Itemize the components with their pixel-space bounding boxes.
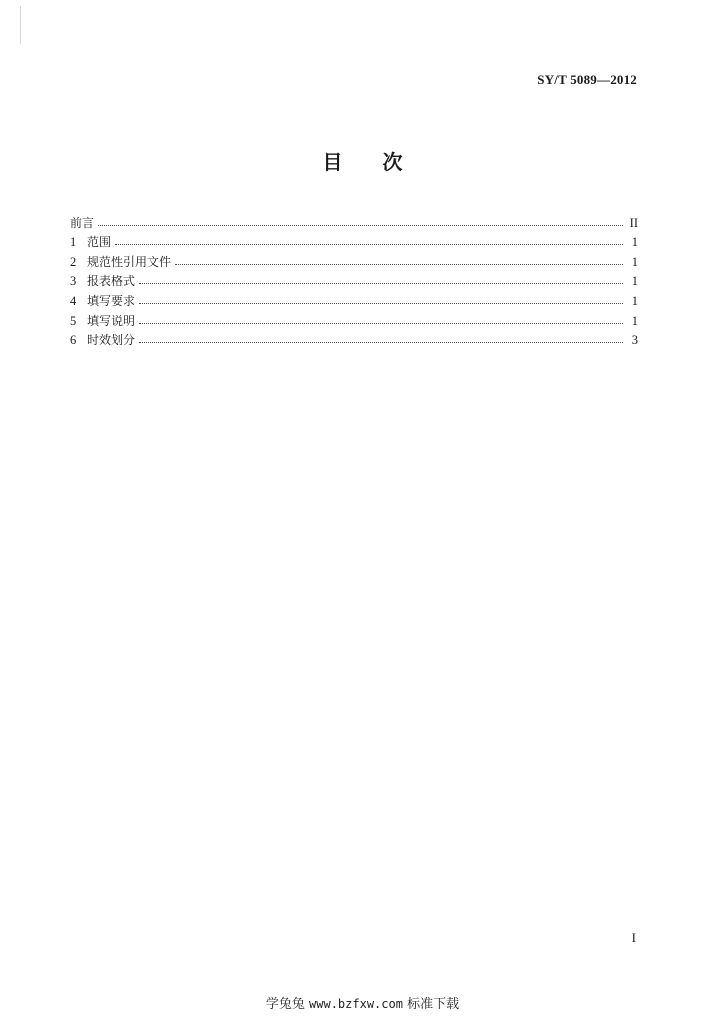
toc-entry-page: 1 <box>631 274 638 289</box>
toc-title <box>0 146 725 175</box>
page-edge-line <box>20 6 21 44</box>
toc-entry-5[interactable] <box>70 308 638 328</box>
toc-entry-page: 3 <box>631 333 638 348</box>
toc-entry-number: 4 <box>70 293 77 308</box>
watermark-prefix: 学兔兔 <box>265 997 305 1012</box>
toc-leader-dots <box>115 243 623 245</box>
toc-entry-label: 规范性引用文件 <box>87 254 172 269</box>
toc-entry-label: 填写要求 <box>87 293 136 308</box>
toc-entry-3[interactable] <box>70 269 638 289</box>
toc-entry-label: 范围 <box>87 235 112 250</box>
toc-entry-number: 1 <box>70 235 77 250</box>
toc-entry-page: 1 <box>631 235 638 250</box>
toc-entry-number: 5 <box>70 313 77 328</box>
watermark <box>0 993 725 1012</box>
toc-entry-page: 1 <box>631 313 638 328</box>
toc-entry-number: 2 <box>70 254 77 269</box>
toc-entry-foreword[interactable] <box>70 210 638 230</box>
toc-entry-label: 填写说明 <box>87 313 136 328</box>
footer-page-number: I <box>631 930 636 945</box>
toc-entry-4[interactable] <box>70 288 638 308</box>
toc-entry-page: 1 <box>631 293 638 308</box>
toc-entry-label: 报表格式 <box>87 274 136 289</box>
toc-leader-dots <box>139 302 623 304</box>
toc-title-char-2: 次 <box>382 150 403 174</box>
toc-leader-dots <box>98 224 623 226</box>
toc-entry-label: 时效划分 <box>87 333 136 348</box>
toc-leader-dots <box>139 282 623 284</box>
watermark-url[interactable]: www.bzfxw.com <box>309 997 403 1011</box>
watermark-suffix: 标准下载 <box>407 997 460 1012</box>
toc-entry-number: 3 <box>70 274 77 289</box>
toc-list <box>70 210 638 347</box>
toc-entry-6[interactable] <box>70 328 638 348</box>
toc-title-char-1: 目 <box>322 150 343 174</box>
toc-leader-dots <box>175 263 623 265</box>
toc-entry-page: 1 <box>631 254 638 269</box>
standard-code: SY/T 5089—2012 <box>537 72 637 87</box>
toc-leader-dots <box>139 322 623 324</box>
toc-entry-1[interactable] <box>70 230 638 250</box>
toc-entry-number: 6 <box>70 333 77 348</box>
toc-leader-dots <box>139 341 623 343</box>
toc-entry-page: II <box>629 215 638 230</box>
toc-entry-label: 前言 <box>70 215 95 230</box>
toc-entry-2[interactable] <box>70 249 638 269</box>
